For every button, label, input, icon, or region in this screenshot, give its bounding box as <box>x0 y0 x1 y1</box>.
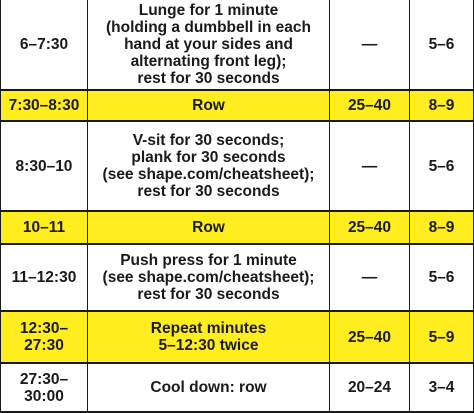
time-cell: 27:30– 30:00 <box>1 364 88 411</box>
rpe-cell: 5–6 <box>428 157 455 175</box>
rpe-cell: 8–9 <box>428 97 455 114</box>
rpe-cell: 5–6 <box>428 36 455 53</box>
time-cell: 10–11 <box>1 212 88 243</box>
time-cell: 7:30–8:30 <box>1 91 88 120</box>
rpe-cell: 8–9 <box>428 219 455 236</box>
rpe-cell: 5–9 <box>428 328 455 346</box>
spm-cell: — <box>330 0 410 89</box>
table-row <box>1 212 473 245</box>
table-row <box>1 0 473 91</box>
table-row <box>1 122 473 212</box>
rpe-cell: 3–4 <box>428 379 455 396</box>
time-cell: 11–12:30 <box>1 245 88 310</box>
rpe-cell: 5–6 <box>428 269 455 286</box>
spm-cell: 25–40 <box>330 91 410 120</box>
exercise-cell: V-sit for 30 seconds; plank for 30 seconds (see shape.com/cheatsheet); rest for 30 seconds <box>88 122 330 210</box>
spm-cell: 20–24 <box>330 364 410 411</box>
spm-cell: — <box>330 245 410 310</box>
table-row <box>1 364 473 413</box>
time-cell: 12:30– 27:30 <box>1 312 88 362</box>
exercise-cell: Cool down: row <box>88 364 330 411</box>
exercise-cell: Row <box>88 212 330 243</box>
spm-cell: 25–40 <box>330 212 410 243</box>
time-cell: 8:30–10 <box>1 122 88 210</box>
spm-cell: 25–40 <box>330 312 410 362</box>
table-row <box>1 312 473 364</box>
spm-cell: — <box>330 122 410 210</box>
exercise-cell: Push press for 1 minute (see shape.com/cheatsheet); rest for 30 seconds <box>88 245 330 310</box>
exercise-cell: Repeat minutes 5–12:30 twice <box>88 312 330 362</box>
exercise-cell: Lunge for 1 minute (holding a dumbbell in each hand at your sides and alternating front leg); rest for 30 seconds <box>88 0 330 89</box>
table-row <box>1 245 473 312</box>
exercise-cell: Row <box>88 91 330 120</box>
time-cell: 6–7:30 <box>1 0 88 89</box>
table-row <box>1 91 473 122</box>
